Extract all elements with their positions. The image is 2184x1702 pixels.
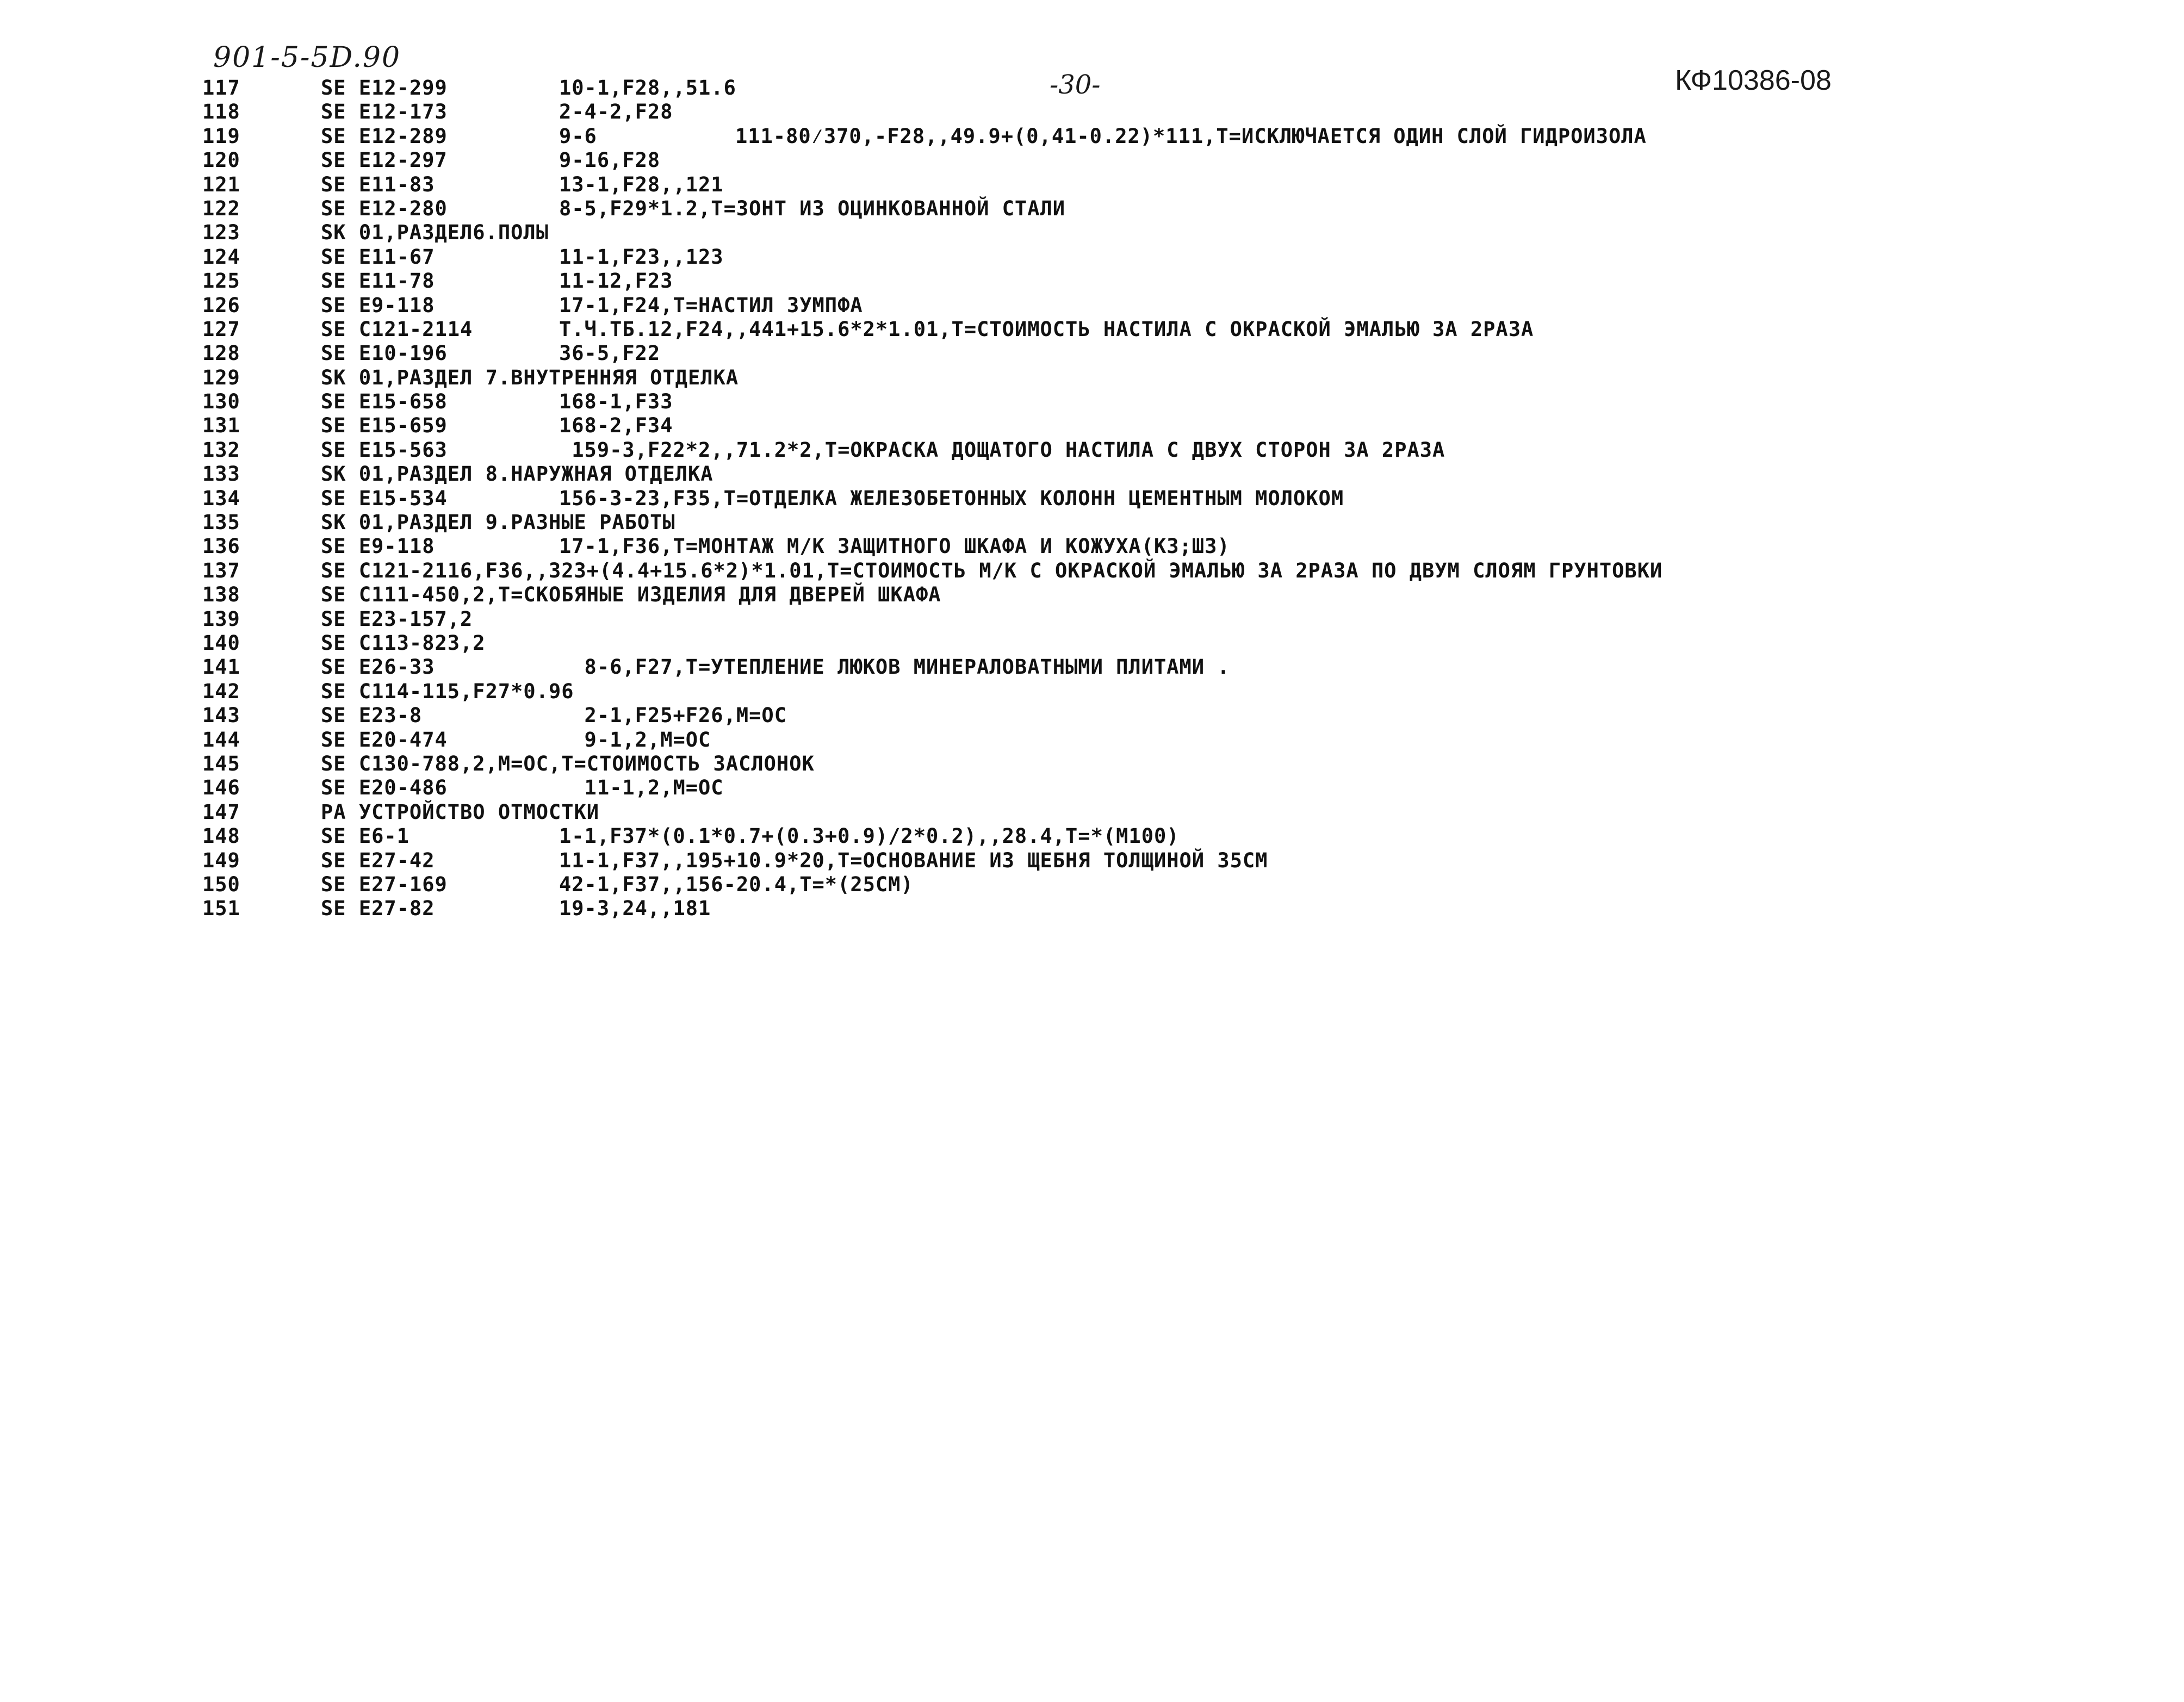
line-number: 125 xyxy=(202,269,240,293)
line-number: 144 xyxy=(202,728,240,751)
line-code: SE E12-173 xyxy=(321,100,448,124)
line-operands: 8-5,F29*1.2,T=ЗОНТ ИЗ ОЦИНКОВАННОЙ СТАЛИ xyxy=(559,196,1066,220)
line-number: 146 xyxy=(202,776,240,800)
line-code: SE C130-788,2,M=OC,T=СТОИМОСТЬ ЗАСЛОНОК xyxy=(321,751,815,775)
line-number: 139 xyxy=(202,607,240,631)
line-operands: 9-6 xyxy=(559,124,597,148)
line-number: 138 xyxy=(202,583,240,607)
line-operands: 17-1,F24,T=НАСТИЛ ЗУМПФА xyxy=(559,293,863,317)
line-number: 120 xyxy=(202,148,240,172)
line-code: SE E27-42 xyxy=(321,848,435,872)
line-code: SE C111-450,2,T=СКОБЯНЫЕ ИЗДЕЛИЯ ДЛЯ ДВЕРЕЙ ШКАФА xyxy=(321,583,941,607)
line-operands: 1-1,F37*(0.1*0.7+(0.3+0.9)/2*0.2),,28.4,T=*(M100) xyxy=(559,824,1180,848)
line-number: 132 xyxy=(202,438,240,462)
line-operands: 11-1,F37,,195+10.9*20,T=ОСНОВАНИЕ ИЗ ЩЕБНЯ ТОЛЩИНОЙ 35СМ xyxy=(559,848,1268,872)
line-code: SE E10-196 xyxy=(321,341,448,365)
line-code: SE E11-83 xyxy=(321,172,435,196)
line-number: 151 xyxy=(202,897,240,921)
line-operands: 2-1,F25+F26,M=OC xyxy=(559,704,787,728)
line-operands: 168-2,F34 xyxy=(559,414,673,438)
line-code: SE C121-2116,F36,,323+(4.4+15.6*2)*1.01,T=СТОИМОСТЬ М/К С ОКРАСКОЙ ЭМАЛЬЮ ЗА 2РАЗА ПО ДВУМ СЛОЯМ ГРУНТОВКИ xyxy=(321,558,1663,582)
line-number: 135 xyxy=(202,511,240,535)
line-operands: 17-1,F36,T=МОНТАЖ М/К ЗАЩИТНОГО ШКАФА И КОЖУХА(КЗ;ШЗ) xyxy=(559,535,1230,558)
line-operands: 36-5,F22 xyxy=(559,341,661,365)
line-code: SE E15-658 xyxy=(321,390,448,414)
line-operands: 19-3,24,,181 xyxy=(559,897,711,921)
line-number: 126 xyxy=(202,293,240,317)
line-number: 134 xyxy=(202,486,240,510)
line-number: 150 xyxy=(202,872,240,896)
line-number: 131 xyxy=(202,414,240,438)
line-number: 121 xyxy=(202,172,240,196)
line-number: 128 xyxy=(202,341,240,365)
line-operands: 8-6,F27,T=УТЕПЛЕНИЕ ЛЮКОВ МИНЕРАЛОВАТНЫМИ ПЛИТАМИ . xyxy=(559,655,1230,679)
line-operands: 11-1,2,M=OC xyxy=(559,776,724,800)
line-operands: 9-1,2,M=OC xyxy=(559,728,711,751)
line-number: 130 xyxy=(202,390,240,414)
line-code: SE E6-1 xyxy=(321,824,409,848)
line-code: SE C113-823,2 xyxy=(321,631,486,655)
line-number: 148 xyxy=(202,824,240,848)
line-code: SE E20-474 xyxy=(321,728,448,751)
line-operands: 10-1,F28,,51.6 xyxy=(559,76,736,100)
line-number: 124 xyxy=(202,245,240,269)
document-code: КФ10386-08 xyxy=(1675,65,1832,96)
line-comment: 111-80⁄370,-F28,,49.9+(0,41-0.22)*111,T=ИСКЛЮЧАЕТСЯ ОДИН СЛОЙ ГИДРОИЗОЛА xyxy=(735,124,1647,148)
page-number: -30- xyxy=(1050,70,1101,100)
line-code: SE E11-78 xyxy=(321,269,435,293)
line-code: SK 01,РАЗДЕЛ 7.ВНУТРЕННЯЯ ОТДЕЛКА xyxy=(321,365,739,389)
line-code: SE C121-2114 xyxy=(321,317,473,341)
line-operands: Т.Ч.ТБ.12,F24,,441+15.6*2*1.01,T=СТОИМОСТЬ НАСТИЛА С ОКРАСКОЙ ЭМАЛЬЮ ЗА 2РАЗА xyxy=(559,317,1534,341)
line-code: SE E20-486 xyxy=(321,776,448,800)
line-operands: 11-12,F23 xyxy=(559,269,673,293)
line-code: SE E9-118 xyxy=(321,293,435,317)
line-number: 141 xyxy=(202,655,240,679)
line-number: 147 xyxy=(202,800,240,824)
line-code: SE E23-157,2 xyxy=(321,607,473,631)
line-code: SE E12-280 xyxy=(321,196,448,220)
line-code: SE E15-534 xyxy=(321,486,448,510)
line-operands: 159-3,F22*2,,71.2*2,T=ОКРАСКА ДОЩАТОГО НАСТИЛА С ДВУХ СТОРОН ЗА 2РАЗА xyxy=(559,438,1445,462)
line-operands: 42-1,F37,,156-20.4,T=*(25СМ) xyxy=(559,872,914,896)
line-code: SE E12-297 xyxy=(321,148,448,172)
line-code: SE E15-659 xyxy=(321,414,448,438)
line-number: 136 xyxy=(202,535,240,558)
line-code: SE E26-33 xyxy=(321,655,435,679)
line-number: 129 xyxy=(202,365,240,389)
line-code: SE E11-67 xyxy=(321,245,435,269)
line-operands: 2-4-2,F28 xyxy=(559,100,673,124)
line-number: 117 xyxy=(202,76,240,100)
line-code: SK 01,РАЗДЕЛ 8.НАРУЖНАЯ ОТДЕЛКА xyxy=(321,462,713,486)
line-number: 133 xyxy=(202,462,240,486)
line-number: 118 xyxy=(202,100,240,124)
line-code: PA УСТРОЙСТВО ОТМОСТКИ xyxy=(321,800,600,824)
line-operands: 9-16,F28 xyxy=(559,148,661,172)
line-number: 123 xyxy=(202,221,240,245)
line-code: SE C114-115,F27*0.96 xyxy=(321,679,574,703)
line-number: 119 xyxy=(202,124,240,148)
line-number: 127 xyxy=(202,317,240,341)
line-number: 140 xyxy=(202,631,240,655)
line-code: SE E27-82 xyxy=(321,897,435,921)
line-code: SE E23-8 xyxy=(321,704,423,728)
line-number: 145 xyxy=(202,751,240,775)
line-number: 122 xyxy=(202,196,240,220)
line-operands: 11-1,F23,,123 xyxy=(559,245,724,269)
line-number: 142 xyxy=(202,679,240,703)
line-code: SE E27-169 xyxy=(321,872,448,896)
line-number: 149 xyxy=(202,848,240,872)
line-code: SK 01,РАЗДЕЛ 9.РАЗНЫЕ РАБОТЫ xyxy=(321,511,675,535)
line-operands: 168-1,F33 xyxy=(559,390,673,414)
line-number: 137 xyxy=(202,558,240,582)
line-code: SE E9-118 xyxy=(321,535,435,558)
line-operands: 156-3-23,F35,T=ОТДЕЛКА ЖЕЛЕЗОБЕТОННЫХ КОЛОНН ЦЕМЕНТНЫМ МОЛОКОМ xyxy=(559,486,1344,510)
line-code: SE E12-299 xyxy=(321,76,448,100)
line-code: SK 01,РАЗДЕЛ6.ПОЛЫ xyxy=(321,221,549,245)
handwritten-series-code: 901-5-5D.90 xyxy=(213,41,401,74)
line-number: 143 xyxy=(202,704,240,728)
line-code: SE E15-563 xyxy=(321,438,448,462)
line-code: SE E12-289 xyxy=(321,124,448,148)
line-operands: 13-1,F28,,121 xyxy=(559,172,724,196)
